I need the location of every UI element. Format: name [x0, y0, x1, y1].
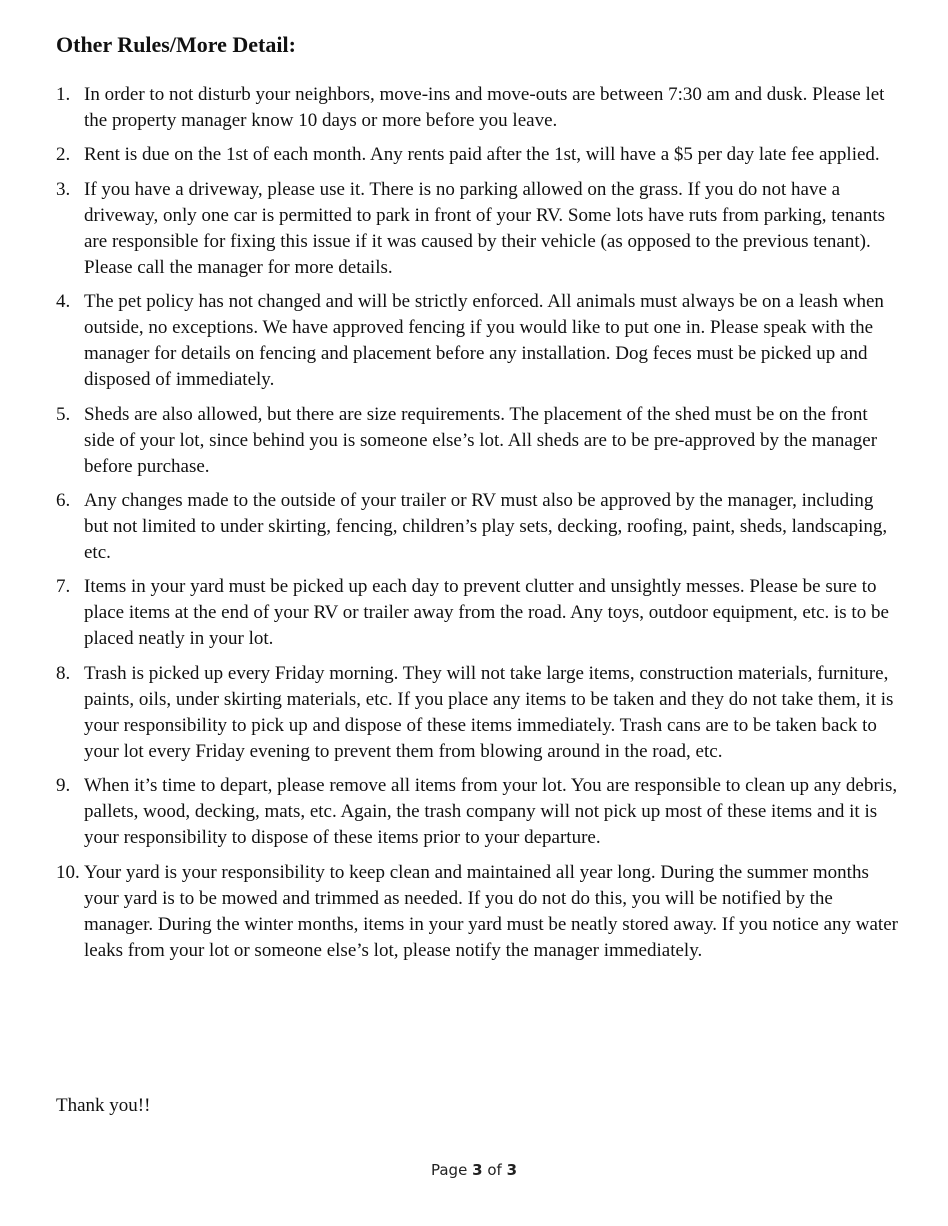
rule-text: Your yard is your responsibility to keep clean and maintained all year long. During the summer months your yard is to be mowed and trimmed as needed. If you do not do this, you will be notified by the manager. During the winter months, items in your yard must be neatly stored away. If you notice any water leaks from your lot or someone else’s lot, please notify the manager immediately. [84, 861, 898, 961]
rule-item-2 [56, 142, 902, 168]
rule-item-10 [56, 860, 902, 964]
rule-number: 1. [56, 84, 71, 105]
rule-number: 3. [56, 178, 71, 200]
rule-text: The pet policy has not changed and will be strictly enforced. All animals must always be on a leash when outside, no exceptions. We have approved fencing if you would like to put one in. Please speak with the manager for details on fencing and placement before any installation. Dog feces must be picked up and disposed of immediately. [84, 291, 884, 391]
page-label: Page [430, 1161, 468, 1179]
rule-number: 4. [56, 291, 71, 313]
rule-text: Rent is due on the 1st of each month. Any rents paid after the 1st, will have a $5 per day late fee applied. [84, 144, 880, 166]
closing-text: Thank you!! [56, 1095, 151, 1116]
rule-item-8 [56, 661, 902, 765]
rule-text: If you have a driveway, please use it. There is no parking allowed on the grass. If you do not have a driveway, only one car is permitted to park in front of your RV. Some lots have ruts from parking, tenants are responsible for fixing this issue if it was caused by their vehicle (as opposed to the previous tenant). Please call the manager for more details. [84, 178, 886, 278]
rule-item-1 [56, 82, 902, 134]
rule-text: Any changes made to the outside of your trailer or RV must also be approved by the manager, including but not limited to under skirting, fencing, children’s play sets, decking, roofing, paint, sheds, landscaping, etc. [84, 489, 888, 563]
rule-text: When it’s time to depart, please remove all items from your lot. You are responsible to clean up any debris, pallets, wood, decking, mats, etc. Again, the trash company will not pick up most of these items and it is your responsibility to dispose of these items prior to your departure. [84, 775, 898, 849]
rule-number: 7. [56, 576, 71, 598]
rule-number: 10. [56, 861, 80, 883]
rule-number: 2. [56, 144, 71, 166]
rule-number: 6. [56, 489, 71, 511]
current-page-number: 3 [472, 1161, 483, 1179]
rule-number: 9. [56, 775, 71, 797]
rule-text: Sheds are also allowed, but there are size requirements. The placement of the shed must be on the front side of your lot, since behind you is someone else’s lot. All sheds are to be pre-approved by the manager before purchase. [84, 403, 878, 477]
rule-item-9 [56, 773, 902, 851]
rule-item-5 [56, 402, 902, 480]
rules-list [56, 82, 902, 972]
of-label: of [487, 1161, 502, 1179]
rule-item-7 [56, 574, 902, 652]
rule-item-4 [56, 289, 902, 393]
rule-item-6 [56, 488, 902, 566]
page-heading: Other Rules/More Detail: [56, 32, 296, 57]
page-footer [0, 1160, 948, 1180]
total-page-number: 3 [506, 1161, 517, 1179]
rule-number: 5. [56, 403, 71, 425]
rule-text: Items in your yard must be picked up each day to prevent clutter and unsightly messes. Please be sure to place items at the end of your RV or trailer away from the road. Any toys, outdoor equipment, etc. is to be placed neatly in your lot. [84, 576, 889, 650]
rule-text: Trash is picked up every Friday morning. They will not take large items, construction materials, furniture, paints, oils, under skirting materials, etc. If you place any items to be taken and they do not take them, it is your responsibility to pick up and dispose of these items immediately. Trash cans are to be taken back to your lot every Friday evening to prevent them from blowing around in the road, etc. [84, 662, 894, 762]
rule-item-3 [56, 177, 902, 281]
rule-text: In order to not disturb your neighbors, move-ins and move-outs are between 7:30 am and dusk. Please let the property manager know 10 days or more before you leave. [84, 84, 885, 131]
rule-number: 8. [56, 662, 71, 684]
